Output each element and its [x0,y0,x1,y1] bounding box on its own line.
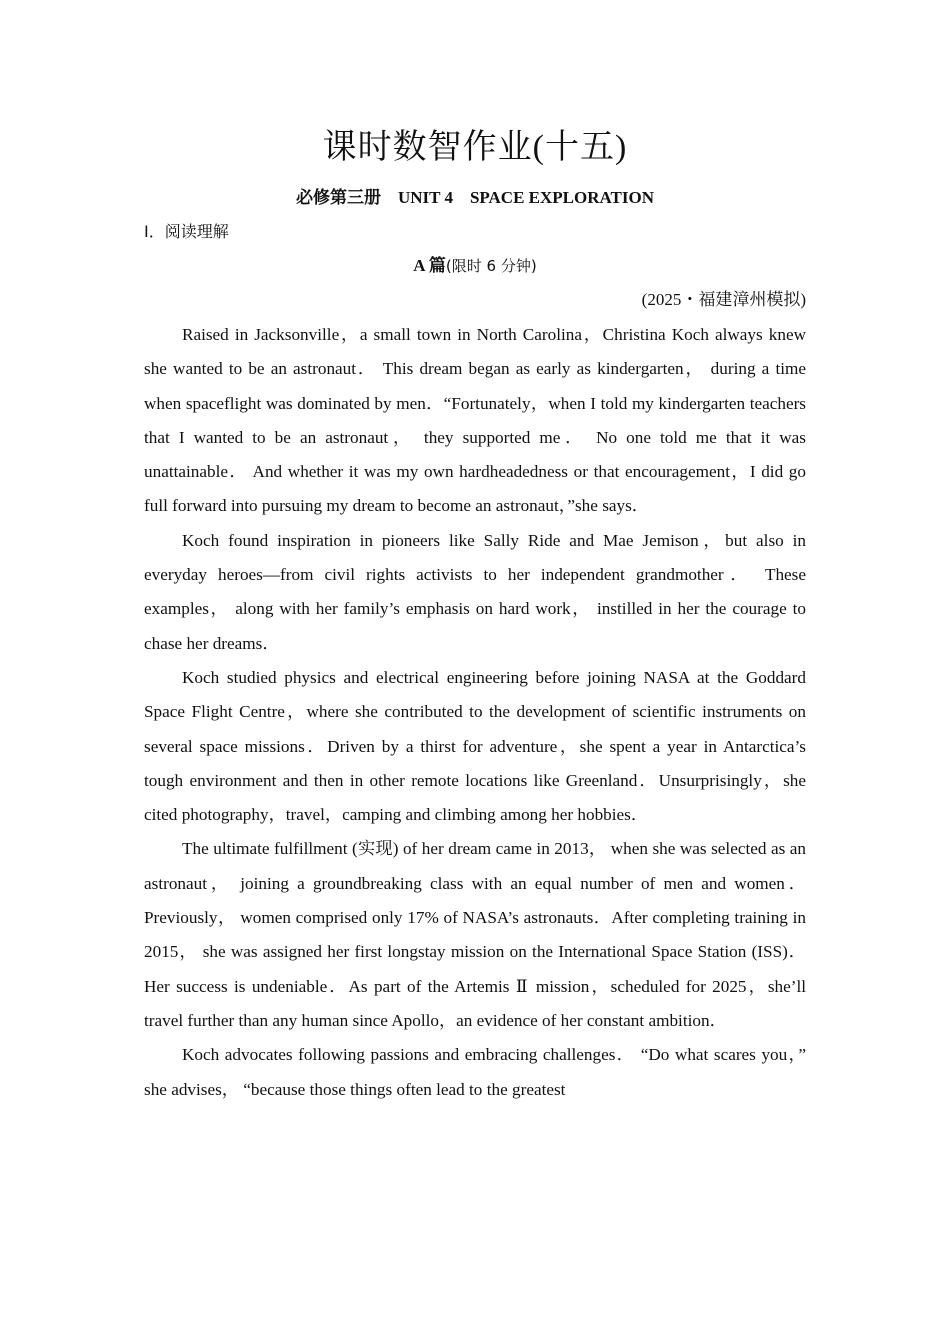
passage-heading [144,254,806,278]
document-title: 课时数智作业(十五) [322,129,628,166]
paragraph-3: Koch studied physics and electrical engineering before joining NASA at the Goddard Space Flight Centre，where she contributed to the development of scientific instruments on several space missions．Driven by a thirst for adventure，she spent a year in Antarctica’s tough environment and then in other remote locations like Greenland．Unsurprisingly，she cited photography，travel，camping and climbing among her hobbies． [144,667,806,825]
passage-label: A 篇 [413,256,446,275]
section-heading: Ⅰ．阅读理解 [144,222,229,241]
document-page [144,120,806,1107]
passage-source: (2025・福建漳州模拟) [641,290,806,309]
passage-time-limit: (限时 6 分钟) [445,257,537,275]
paragraph-4: The ultimate fulfillment (实现) of her dream came in 2013， when she was selected as an astronaut， joining a groundbreaking class with an equal number of men and women． Previously， women comprised only 17% of NASA’s astronauts．After completing training in 2015， she was assigned her first longstay mission on the International Space Station (ISS)．Her success is undeniable．As part of the Artemis Ⅱ mission，scheduled for 2025，she’ll travel further than any human since Apollo，an evidence of her constant ambition． [144,839,806,1030]
paragraph-5: Koch advocates following passions and embracing challenges． “Do what scares you，” she advises， “because those things often lead to the greatest [144,1045,806,1099]
document-subtitle: 必修第三册 UNIT 4 SPACE EXPLORATION [296,188,654,207]
paragraph-2: Koch found inspiration in pioneers like Sally Ride and Mae Jemison，but also in everyday heroes—from civil rights activists to her independent grandmother． These examples， along with her family’s emphasis on hard work， instilled in her the courage to chase her dreams． [144,530,806,653]
passage-body [144,318,806,1107]
paragraph-1: Raised in Jacksonville，a small town in North Carolina，Christina Koch always knew she wanted to be an astronaut． This dream began as early as kindergarten， during a time when spaceflight was dominated by men．“Fortunately，when I told my kindergarten teachers that I wanted to be an astronaut， they supported me． No one told me that it was unattainable． And whether it was my own hardheadedness or that encouragement，I did go full forward into pursuing my dream to become an astronaut，”she says． [144,325,806,516]
